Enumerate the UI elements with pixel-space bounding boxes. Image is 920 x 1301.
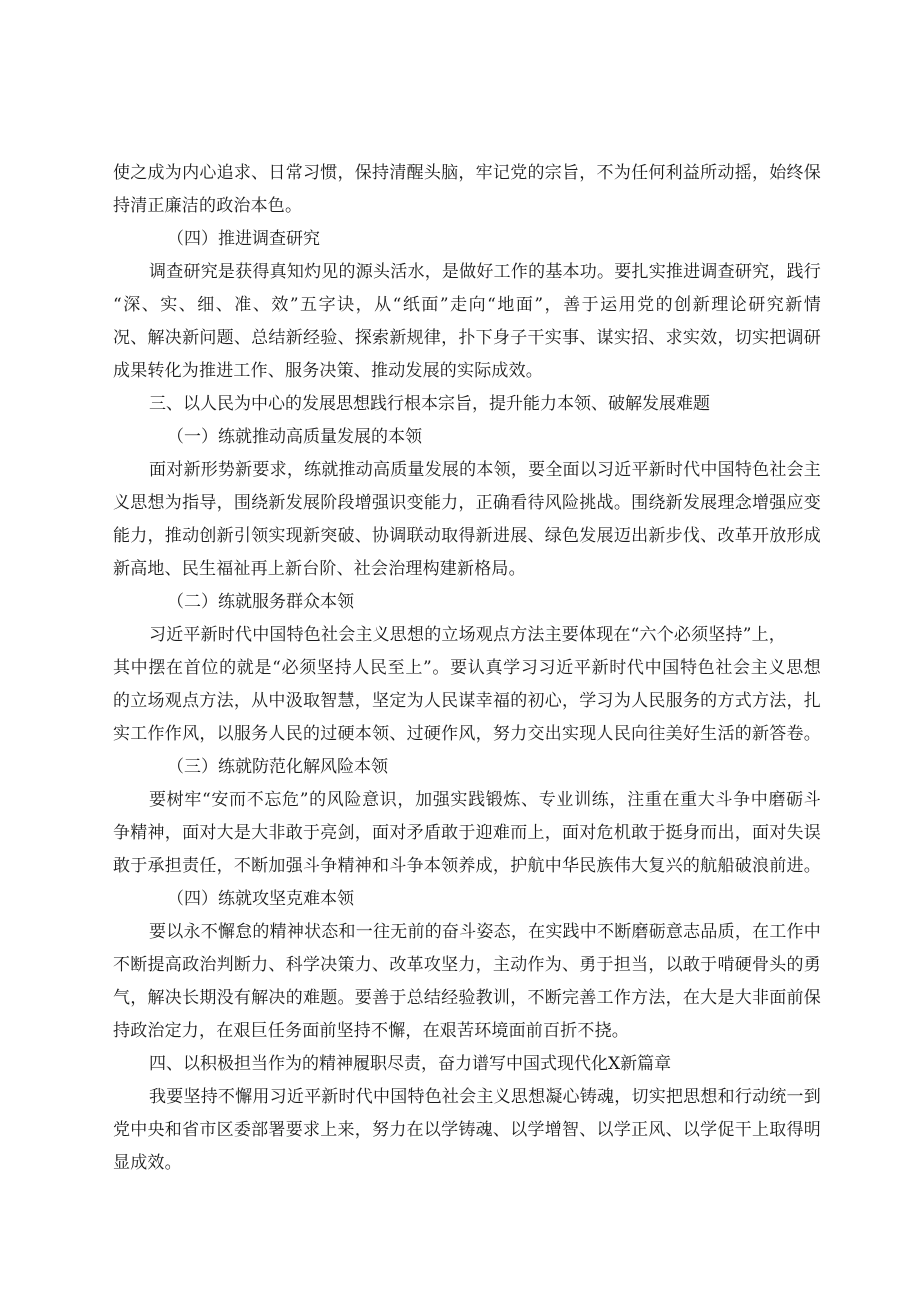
paragraph-line: 面对新形势新要求，练就推动高质量发展的本领，要全面以习近平新时代中国特色社会主 xyxy=(149,460,821,480)
paragraph-section-4 xyxy=(113,1081,821,1180)
paragraph-research xyxy=(113,256,821,388)
subheading-high-quality: （一）练就推动高质量发展的本领 xyxy=(167,427,422,447)
continuation-paragraph xyxy=(113,157,821,223)
paragraph-line: 的立场观点方法，从中汲取智慧，坚定为人民谋幸福的初心，学习为人民服务的方式方法，扎 xyxy=(113,691,821,711)
paragraph-high-quality xyxy=(113,454,821,586)
paragraph-line: 敢于承担责任，不断加强斗争精神和斗争本领养成，护航中华民族伟大复兴的航船破浪前进。 xyxy=(113,856,821,876)
paragraph-line: 党中央和省市区委部署要求上来，努力在以学铸魂、以学增智、以学正风、以学促干上取得明 xyxy=(113,1120,821,1140)
paragraph-line: “深、实、细、准、效”五字诀，从“纸面”走向“地面”，善于运用党的创新理论研究新情 xyxy=(113,295,821,315)
paragraph-line: 争精神，面对大是大非敢于亮剑，面对矛盾敢于迎难而上，面对危机敢于挺身而出，面对失误 xyxy=(113,823,821,843)
section-heading-4: 四、以积极担当作为的精神履职尽责，奋力谱写中国式现代化X新篇章 xyxy=(149,1054,672,1074)
paragraph-line: 持政治定力，在艰巨任务面前坚持不懈，在艰苦环境面前百折不挠。 xyxy=(113,1021,629,1041)
paragraph-line: 不断提高政治判断力、科学决策力、改革攻坚力，主动作为、勇于担当，以敢于啃硬骨头的勇 xyxy=(113,955,821,975)
subheading-tackle-difficulties: （四）练就攻坚克难本领 xyxy=(167,889,354,909)
paragraph-line: 其中摆在首位的就是“必须坚持人民至上”。要认真学习习近平新时代中国特色社会主义思想 xyxy=(113,658,821,678)
paragraph-line: 气，解决长期没有解决的难题。要善于总结经验教训，不断完善工作方法，在大是大非面前保 xyxy=(113,988,821,1008)
paragraph-line: 习近平新时代中国特色社会主义思想的立场观点方法主要体现在“六个必须坚持”上， xyxy=(149,625,786,645)
section-heading-3: 三、以人民为中心的发展思想践行根本宗旨，提升能力本领、破解发展难题 xyxy=(149,394,710,414)
paragraph-line: 能力，推动创新引领实现新突破、协调联动取得新进展、绿色发展迈出新步伐、改革开放形成 xyxy=(113,526,821,546)
subheading-research: （四）推进调查研究 xyxy=(167,229,320,249)
subheading-risk: （三）练就防范化解风险本领 xyxy=(167,757,388,777)
paragraph-line: 况、解决新问题、总结新经验、探索新规律，扑下身子干实事、谋实招、求实效，切实把调研 xyxy=(113,328,821,348)
paragraph-line: 我要坚持不懈用习近平新时代中国特色社会主义思想凝心铸魂，切实把思想和行动统一到 xyxy=(149,1087,821,1107)
paragraph-line: 要以永不懈怠的精神状态和一往无前的奋斗姿态，在实践中不断磨砺意志品质，在工作中 xyxy=(149,922,821,942)
paragraph-line: 新高地、民生福祉再上新台阶、社会治理构建新格局。 xyxy=(113,559,526,579)
paragraph-line: 调查研究是获得真知灼见的源头活水，是做好工作的基本功。要扎实推进调查研究，践行 xyxy=(149,262,821,282)
paragraph-line: 要树牢“安而不忘危”的风险意识，加强实践锻炼、专业训练，注重在重大斗争中磨砺斗 xyxy=(149,790,821,810)
paragraph-tackle-difficulties xyxy=(113,916,821,1048)
paragraph-line: 义思想为指导，围绕新发展阶段增强识变能力，正确看待风险挑战。围绕新发展理念增强应变 xyxy=(113,493,821,513)
paragraph-line: 成果转化为推进工作、服务决策、推动发展的实际成效。 xyxy=(113,361,543,381)
paragraph-risk xyxy=(113,784,821,883)
document-page xyxy=(113,157,821,1180)
paragraph-line: 实工作作风，以服务人民的过硬本领、过硬作风，努力交出实现人民向往美好生活的新答卷。 xyxy=(113,724,821,744)
paragraph-line: 使之成为内心追求、日常习惯，保持清醒头脑，牢记党的宗旨，不为任何利益所动摇，始终保 xyxy=(113,163,821,183)
paragraph-line: 持清正廉洁的政治本色。 xyxy=(113,196,303,216)
paragraph-line: 显成效。 xyxy=(113,1153,182,1173)
subheading-serve-people: （二）练就服务群众本领 xyxy=(167,592,354,612)
paragraph-serve-people xyxy=(113,619,821,751)
